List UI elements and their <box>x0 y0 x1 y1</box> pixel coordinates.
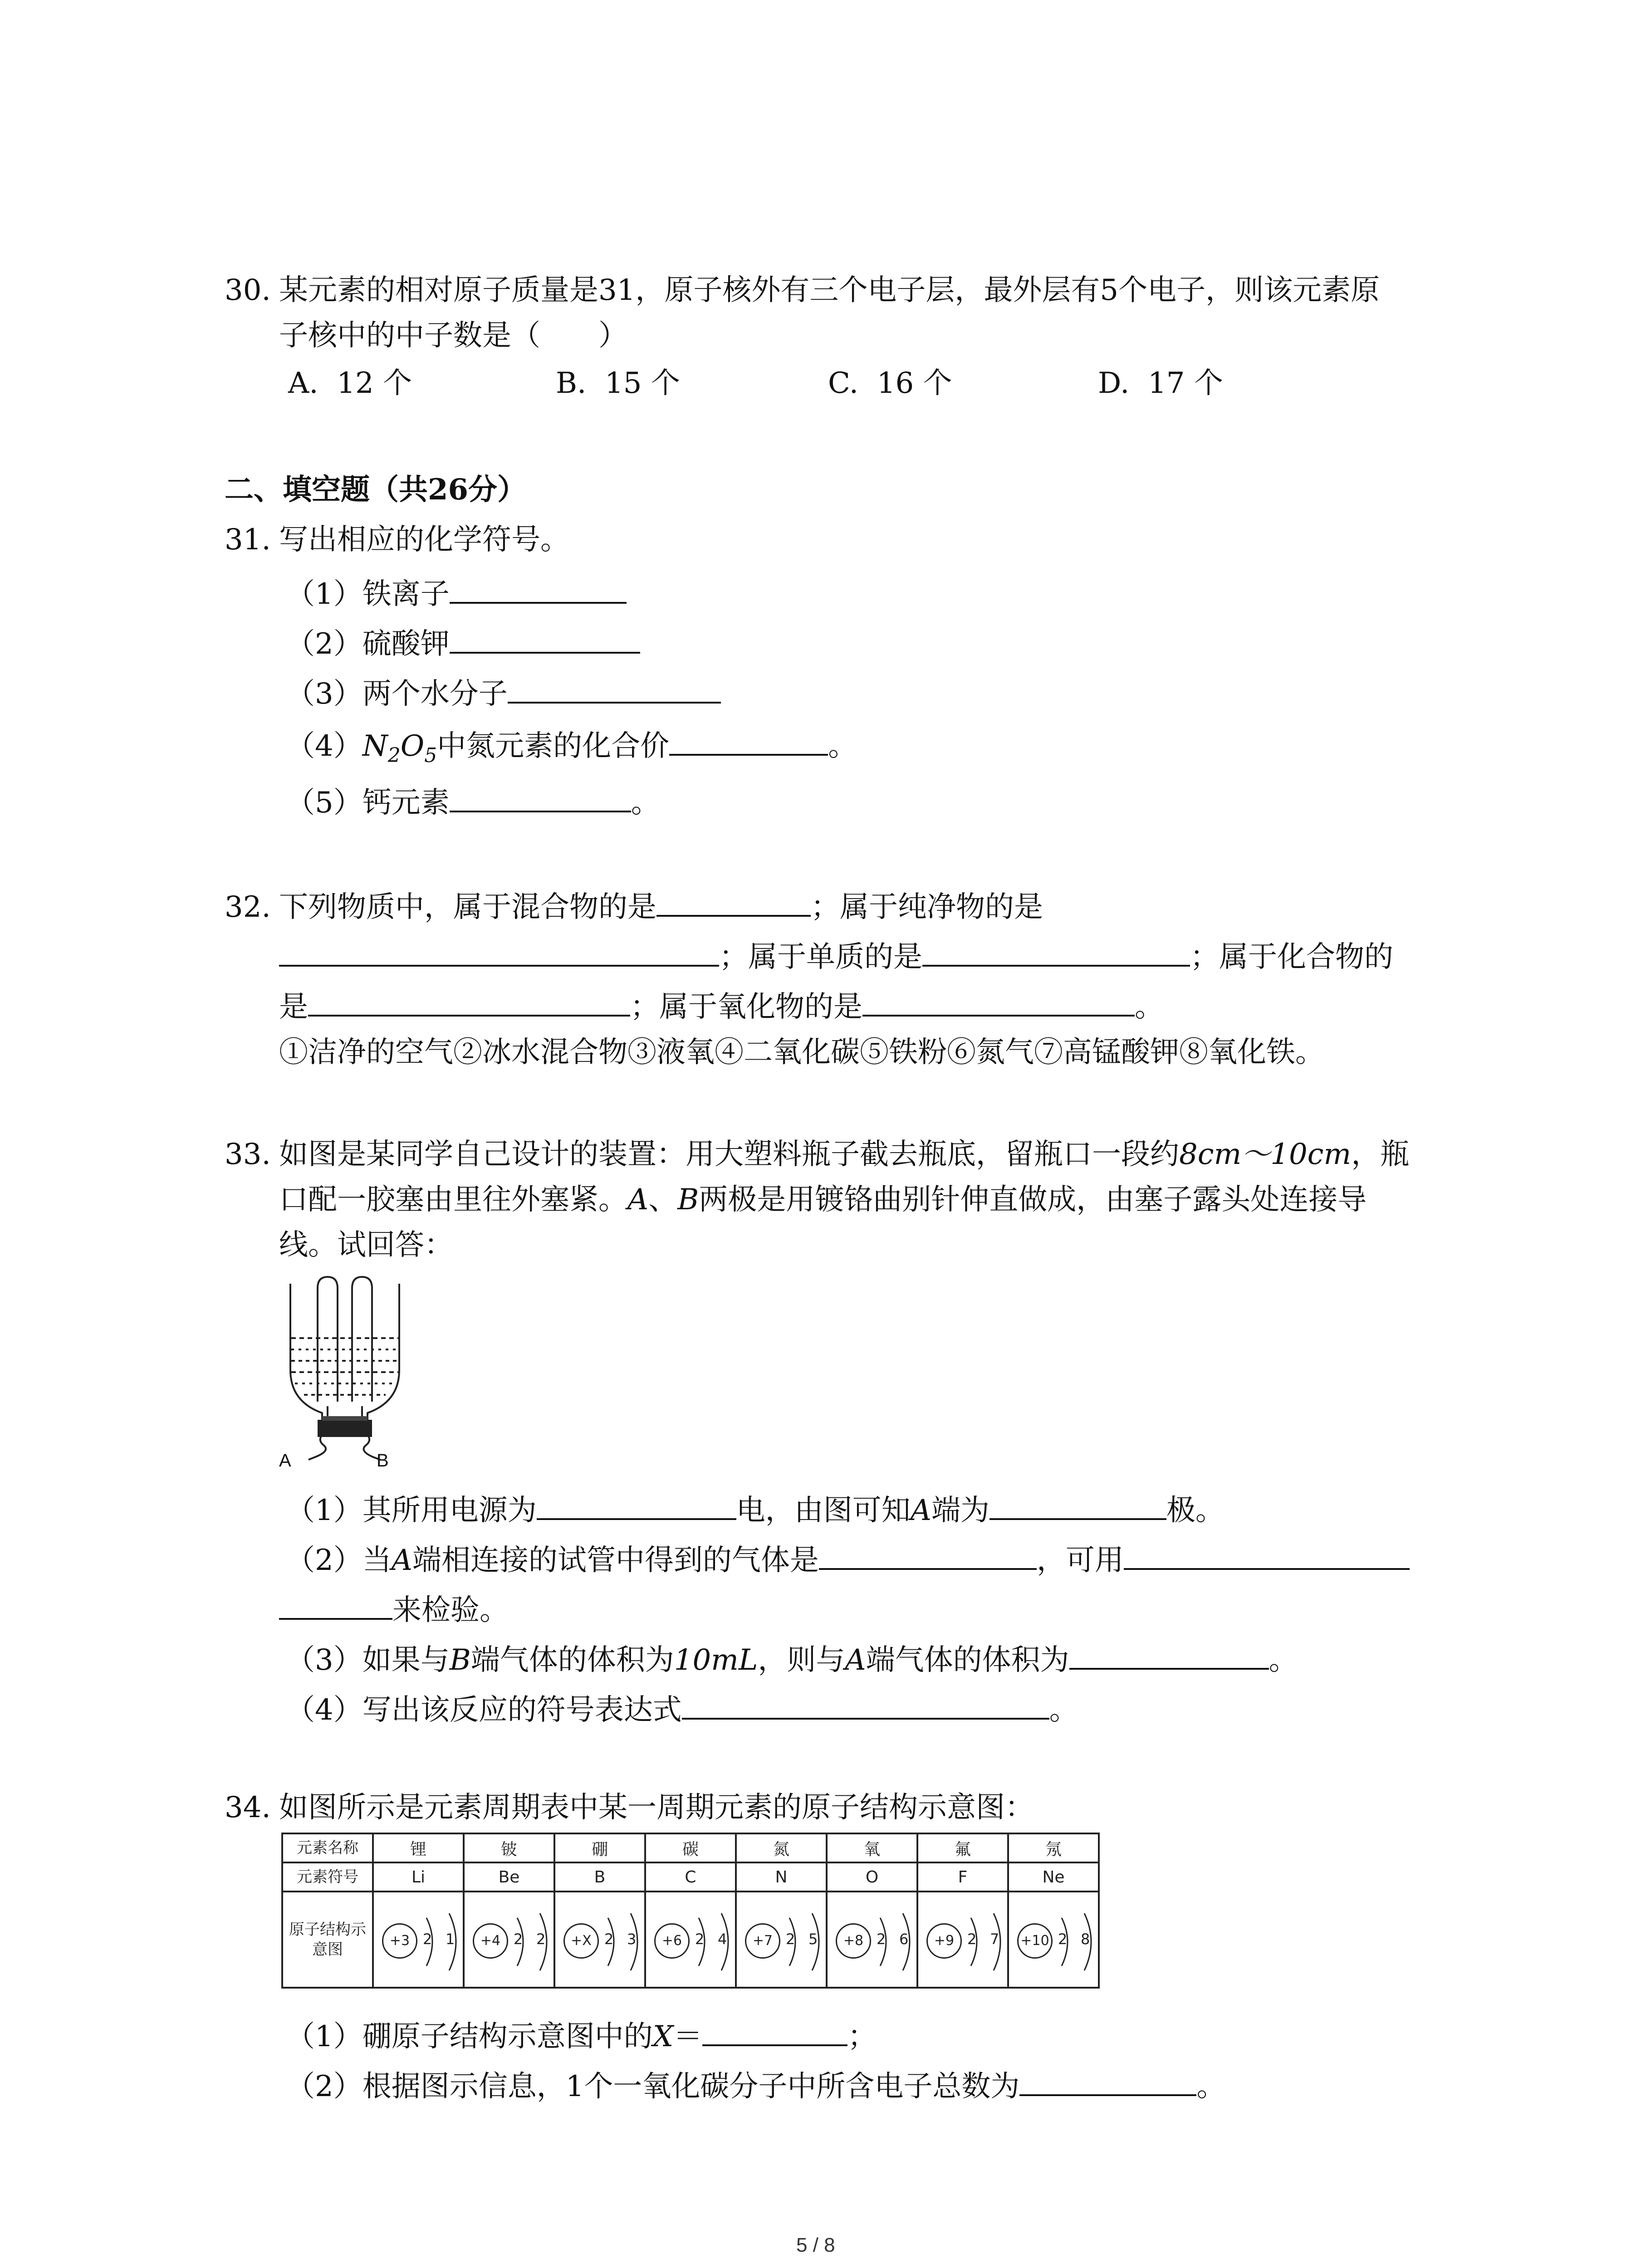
q32-number: 32. <box>225 890 271 924</box>
atom-structure-diagram <box>917 1892 1008 1988</box>
q33-sub2: （2）当A端相连接的试管中得到的气体是 ，可用 <box>286 1540 1410 1579</box>
table-row <box>282 1892 1099 1988</box>
formula: N <box>362 729 388 763</box>
element-name: 硼 <box>554 1833 645 1862</box>
answer-blank[interactable] <box>922 937 1190 967</box>
shell-2-electrons: 7 <box>990 1931 999 1948</box>
atom-structure-diagram <box>645 1892 736 1988</box>
q32-line1: 32. 下列物质中，属于混合物的是 ；属于纯净物的是 <box>225 887 1043 925</box>
element-symbol: B <box>554 1862 645 1892</box>
shell-1-electrons: 2 <box>786 1931 795 1948</box>
answer-blank[interactable] <box>702 2016 847 2046</box>
q34-sub2: （2）根据图示信息，1个一氧化碳分子中所含电子总数为 。 <box>286 2066 1225 2105</box>
q30-line2: 子核中的中子数是（ ） <box>279 319 627 352</box>
answer-blank[interactable] <box>279 937 719 967</box>
answer-blank[interactable] <box>450 574 627 604</box>
q31-stem: 31. 写出相应的化学符号。 <box>225 522 569 558</box>
answer-blank[interactable] <box>1124 1540 1410 1570</box>
atom-structure-diagram <box>1008 1892 1099 1988</box>
element-name: 氧 <box>827 1833 917 1862</box>
element-name: 铍 <box>464 1833 554 1862</box>
answer-blank[interactable] <box>537 1490 736 1520</box>
q33-line2: 口配一胶塞由里往外塞紧。A、B两极是用镀铬曲别针伸直做成，由塞子露头处连接导 <box>279 1183 1367 1217</box>
nucleus-charge: +8 <box>836 1923 871 1959</box>
answer-blank[interactable] <box>669 726 828 756</box>
q30-option-a[interactable]: A. 12 个 <box>288 367 412 400</box>
atom-structure-diagram <box>464 1892 554 1988</box>
element-name: 锂 <box>373 1833 464 1862</box>
q33-sub1: （1）其所用电源为 电，由图可知A端为 极。 <box>286 1490 1225 1529</box>
section-heading: 二、填空题（共26分） <box>225 473 527 507</box>
element-name: 氟 <box>917 1833 1008 1862</box>
element-symbol: Be <box>464 1862 554 1892</box>
row-header-symbol: 元素符号 <box>282 1862 373 1892</box>
shell-1-electrons: 2 <box>514 1931 523 1948</box>
q31-item-3: （3）两个水分子 <box>286 674 721 712</box>
q31-item-4: $(4)N_2O_5$中氮元素的化合价 。 <box>286 726 857 774</box>
q33-number: 33. <box>225 1138 271 1171</box>
shell-2-electrons: 4 <box>718 1931 727 1948</box>
element-symbol: F <box>917 1862 1008 1892</box>
shell-1-electrons: 2 <box>877 1931 886 1948</box>
q33-sub4: （4）写出该反应的符号表达式 。 <box>286 1690 1078 1728</box>
nucleus-charge: +6 <box>654 1923 690 1959</box>
answer-blank[interactable] <box>508 674 721 704</box>
q34-number: 34. <box>225 1791 271 1824</box>
electrolysis-apparatus-figure <box>272 1270 417 1461</box>
nucleus-charge: +10 <box>1017 1923 1053 1959</box>
q34-stem: 34. 如图所示是元素周期表中某一周期元素的原子结构示意图： <box>225 1789 1034 1826</box>
q30-line1: 30. 某元素的相对原子质量是31，原子核外有三个电子层，最外层有5个电子，则该元素原 <box>225 272 1380 308</box>
shell-2-electrons: 5 <box>808 1931 818 1948</box>
atom-structure-diagram <box>736 1892 827 1988</box>
element-symbol: Li <box>373 1862 464 1892</box>
shell-1-electrons: 2 <box>967 1931 977 1948</box>
answer-blank[interactable] <box>862 987 1135 1017</box>
q33-line3: 线。试回答： <box>279 1228 453 1262</box>
shell-2-electrons: 2 <box>536 1931 546 1948</box>
answer-blank[interactable] <box>1069 1640 1269 1670</box>
table-row <box>282 1833 1099 1862</box>
answer-blank[interactable] <box>819 1540 1037 1570</box>
q33-line1: 33. 如图是某同学自己设计的装置：用大塑料瓶子截去瓶底，留瓶口一段约8cm～10cm，瓶 <box>225 1136 1409 1173</box>
element-symbol: C <box>645 1862 736 1892</box>
page-number: 5 / 8 <box>796 2234 835 2256</box>
element-name: 氖 <box>1008 1833 1099 1862</box>
answer-blank[interactable] <box>450 782 631 812</box>
answer-blank[interactable] <box>1019 2066 1196 2096</box>
answer-blank[interactable] <box>279 1590 392 1620</box>
q30-option-c[interactable]: C. 16 个 <box>828 367 952 400</box>
nucleus-charge: +7 <box>745 1923 780 1959</box>
q32-line3: 是 ；属于氧化物的是 。 <box>279 987 1164 1025</box>
shell-2-electrons: 1 <box>446 1931 455 1948</box>
row-header-name: 元素名称 <box>282 1833 373 1862</box>
q30-option-d[interactable]: D. 17 个 <box>1098 367 1223 400</box>
q33-sub3: （3）如果与B端气体的体积为10mL，则与A端气体的体积为 。 <box>286 1640 1298 1678</box>
element-symbol: O <box>827 1862 917 1892</box>
q32-line2: ；属于单质的是 ；属于化合物的 <box>279 937 1393 975</box>
periodic-table-row <box>281 1833 1100 1989</box>
shell-2-electrons: 6 <box>899 1931 909 1948</box>
shell-1-electrons: 2 <box>695 1931 705 1948</box>
q30-option-b[interactable]: B. 15 个 <box>556 367 680 400</box>
nucleus-charge: +3 <box>382 1923 417 1959</box>
element-symbol: N <box>736 1862 827 1892</box>
answer-blank[interactable] <box>682 1690 1049 1720</box>
q31-item-1: （1）铁离子 <box>286 574 627 612</box>
answer-blank[interactable] <box>989 1490 1166 1520</box>
q34-sub1: （1）硼原子结构示意图中的X＝ ； <box>286 2016 877 2055</box>
q32-substance-list: ①洁净的空气②冰水混合物③液氧④二氧化碳⑤铁粉⑥氮气⑦高锰酸钾⑧氧化铁。 <box>279 1036 1324 1069</box>
shell-1-electrons: 2 <box>604 1931 614 1948</box>
answer-blank[interactable] <box>308 987 630 1017</box>
electrode-label-a: A <box>279 1451 291 1471</box>
table-row <box>282 1862 1099 1892</box>
row-header-structure: 原子结构示意图 <box>282 1892 373 1988</box>
nucleus-charge: +X <box>563 1923 599 1959</box>
shell-1-electrons: 2 <box>1058 1931 1068 1948</box>
nucleus-charge: +4 <box>473 1923 508 1959</box>
electrode-label-b: B <box>377 1451 389 1471</box>
atom-structure-diagram <box>827 1892 917 1988</box>
q31-number: 31. <box>225 523 271 557</box>
q31-item-5: （5）钙元素 。 <box>286 782 660 821</box>
shell-1-electrons: 2 <box>423 1931 432 1948</box>
element-name: 碳 <box>645 1833 736 1862</box>
element-symbol: Ne <box>1008 1862 1099 1892</box>
atom-structure-diagram <box>373 1892 464 1988</box>
shell-2-electrons: 8 <box>1081 1931 1090 1948</box>
atom-structure-diagram <box>554 1892 645 1988</box>
shell-2-electrons: 3 <box>627 1931 637 1948</box>
nucleus-charge: +9 <box>926 1923 962 1959</box>
q30-number: 30. <box>225 274 271 307</box>
q33-sub2-cont: 来检验。 <box>279 1590 509 1628</box>
answer-blank[interactable] <box>450 624 640 654</box>
element-name: 氮 <box>736 1833 827 1862</box>
q31-item-2: （2）硫酸钾 <box>286 624 640 662</box>
answer-blank[interactable] <box>656 887 811 917</box>
